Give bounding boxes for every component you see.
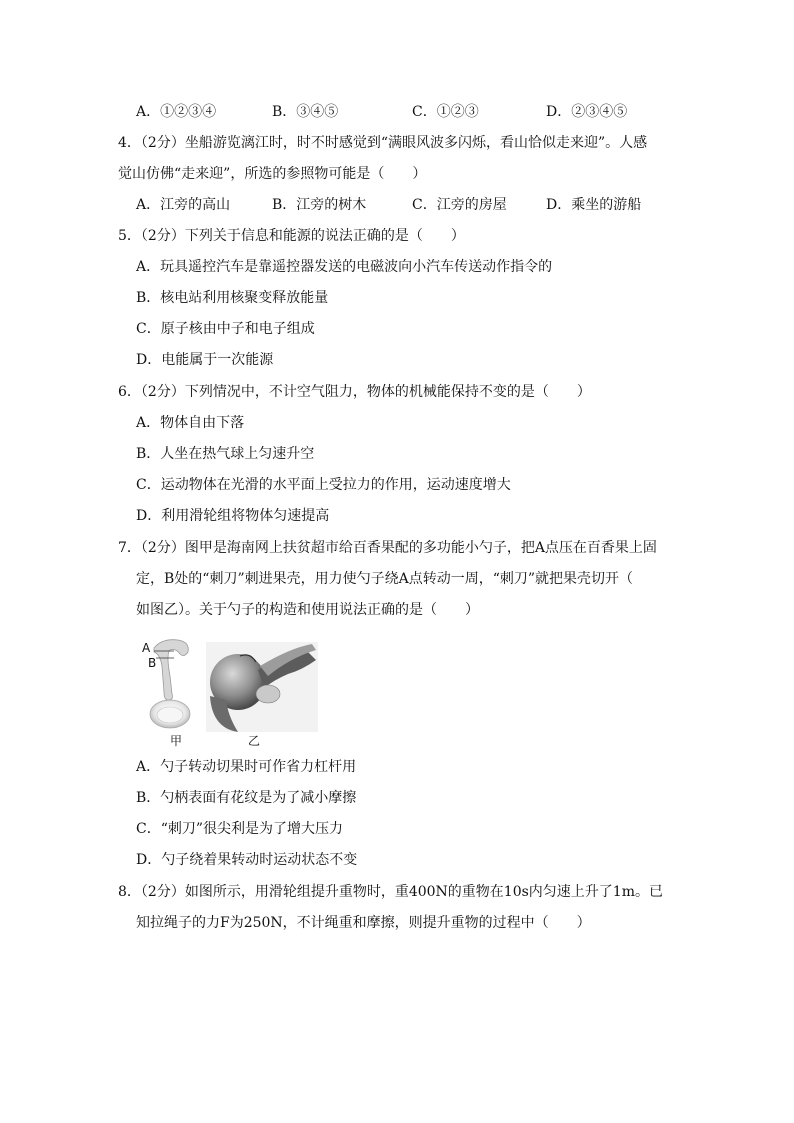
q4-option-b[interactable]: B．江旁的树木 bbox=[272, 197, 367, 213]
q8-stem-line1: 8．（2分）如图所示，用滑轮组提升重物时，重400N的重物在10s内匀速上升了1m。已 bbox=[118, 884, 663, 900]
q3-option-d[interactable]: D．②③④⑤ bbox=[546, 104, 628, 120]
q4-option-d[interactable]: D．乘坐的游船 bbox=[546, 197, 642, 213]
q3-option-b[interactable]: B．③④⑤ bbox=[272, 104, 339, 120]
figure-label-a: A bbox=[142, 641, 151, 655]
figure-label-b: B bbox=[148, 656, 157, 670]
q7-option-b[interactable]: B．勺柄表面有花纹是为了减小摩擦 bbox=[136, 790, 357, 806]
q7-stem-line1: 7．（2分）图甲是海南网上扶贫超市给百香果配的多功能小勺子，把A点压在百香果上固 bbox=[118, 540, 657, 556]
q3-option-a[interactable]: A．①②③④ bbox=[136, 104, 217, 120]
spoon-illustration bbox=[140, 636, 320, 756]
q5-option-b[interactable]: B．核电站利用核聚变释放能量 bbox=[136, 290, 329, 306]
q4-stem-line2: 觉山仿佛“走来迎”，所选的参照物可能是（ ） bbox=[118, 166, 427, 182]
q8-stem-line2: 知拉绳子的力F为250N，不计绳重和摩擦，则提升重物的过程中（ ） bbox=[136, 915, 591, 931]
q6-option-d[interactable]: D．利用滑轮组将物体匀速提高 bbox=[136, 508, 330, 524]
q7-option-d[interactable]: D．勺子绕着果转动时运动状态不变 bbox=[136, 852, 358, 868]
q3-option-c[interactable]: C．①②③ bbox=[412, 104, 479, 120]
q4-option-a[interactable]: A．江旁的高山 bbox=[136, 197, 231, 213]
q4-stem-line1: 4．（2分）坐船游览漓江时，时不时感觉到“满眼风波多闪烁，看山恰似走来迎”。人感 bbox=[118, 135, 648, 151]
q7-figure bbox=[140, 636, 320, 756]
q6-option-b[interactable]: B．人坐在热气球上匀速升空 bbox=[136, 446, 315, 462]
fruit-figure-yi bbox=[206, 642, 318, 732]
q6-option-a[interactable]: A．物体自由下落 bbox=[136, 415, 245, 431]
q7-option-a[interactable]: A．勺子转动切果时可作省力杠杆用 bbox=[136, 759, 357, 775]
figure-caption-jia: 甲 bbox=[170, 734, 183, 748]
q7-stem-line2: 定，B处的“刺刀”刺进果壳，用力使勺子绕A点转动一周，“刺刀”就把果壳切开（ bbox=[136, 571, 634, 587]
q5-option-d[interactable]: D．电能属于一次能源 bbox=[136, 352, 274, 368]
q5-stem: 5．（2分）下列关于信息和能源的说法正确的是（ ） bbox=[118, 228, 465, 244]
spoon-figure-jia bbox=[150, 640, 190, 728]
q7-option-c[interactable]: C．“刺刀”很尖利是为了增大压力 bbox=[136, 821, 344, 837]
q4-option-c[interactable]: C．江旁的房屋 bbox=[412, 197, 507, 213]
q6-stem: 6．（2分）下列情况中，不计空气阻力，物体的机械能保持不变的是（ ） bbox=[118, 384, 591, 400]
q5-option-a[interactable]: A．玩具遥控汽车是靠遥控器发送的电磁波向小汽车传送动作指令的 bbox=[136, 259, 553, 275]
q6-option-c[interactable]: C．运动物体在光滑的水平面上受拉力的作用，运动速度增大 bbox=[136, 477, 511, 493]
q5-option-c[interactable]: C．原子核由中子和电子组成 bbox=[136, 321, 315, 337]
figure-caption-yi: 乙 bbox=[248, 734, 261, 748]
q7-stem-line3: 如图乙）。关于勺子的构造和使用说法正确的是（ ） bbox=[136, 602, 479, 618]
